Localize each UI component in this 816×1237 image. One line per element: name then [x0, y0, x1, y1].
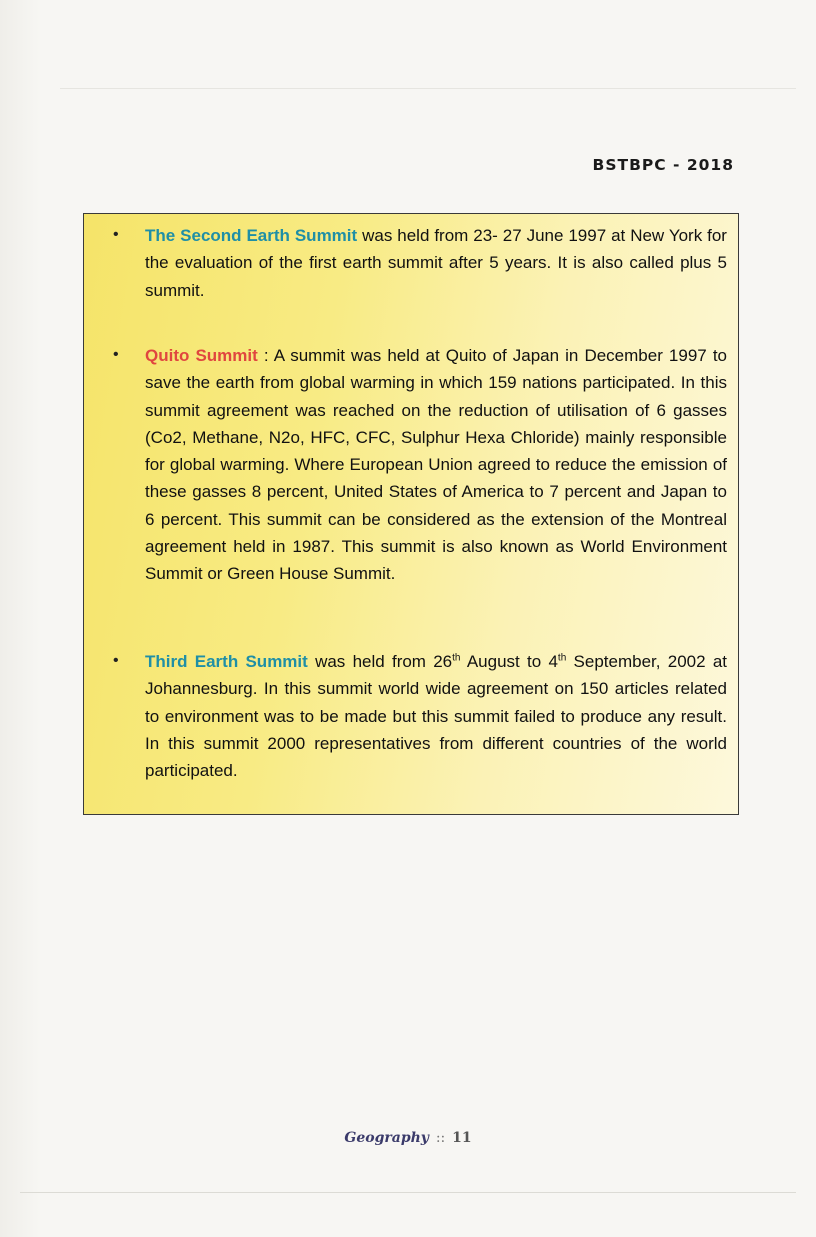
bottom-rule: [20, 1192, 796, 1193]
item-text: : A summit was held at Quito of Japan in December 1997 to save the earth from global warming in which 159 nations participated. In this summit agreement was reached on the reduction of utilisation of 6 gasses (Co2, Methane, N2o, HFC, CFC, Sulphur Hexa Chloride) mainly responsible for global warming. Where European Union agreed to reduce the emission of these gasses 8 percent, United States of America to 7 percent and Japan to 6 percent. This summit can be considered as the extension of the Montreal agreement held in 1987. This summit is also known as World Environment Summit or Green House Summit.: [145, 346, 727, 584]
item-text: was held from 23- 27 June 1997 at New York for the evaluation of the first earth summit after 5 years. It is also called plus 5 summit.: [145, 226, 727, 300]
ordinal-suffix: th: [452, 652, 461, 664]
page-edge-shadow: [0, 0, 40, 1237]
ordinal-suffix: th: [557, 652, 567, 664]
item-text-part: was held from 26: [315, 652, 453, 671]
footer-separator: ::: [435, 1130, 446, 1146]
item-text-part: September, 2002 at Johannesburg. In this summit world wide agreement on 150 articles related to environment was to be made but this summit failed to produce any result. In this summit 2000 representatives from different countries of the world participated.: [145, 652, 727, 781]
document-code: BSTBPC - 2018: [592, 156, 734, 174]
bullet-icon: •: [113, 652, 119, 669]
bullet-icon: •: [113, 346, 119, 363]
item-term: Third Earth Summit: [145, 652, 308, 671]
item-term: The Second Earth Summit: [145, 226, 358, 245]
item-paragraph: [145, 222, 727, 304]
page-number: 11: [452, 1130, 472, 1146]
top-rule: [60, 88, 796, 89]
page-footer: [0, 1130, 816, 1146]
bullet-icon: •: [113, 226, 119, 243]
item-paragraph: [145, 342, 727, 588]
summit-info-box: [83, 213, 739, 815]
item-paragraph: [145, 648, 727, 784]
item-text-part: August to 4: [466, 652, 558, 671]
footer-subject: Geography: [344, 1130, 429, 1146]
item-term: Quito Summit: [145, 346, 258, 365]
